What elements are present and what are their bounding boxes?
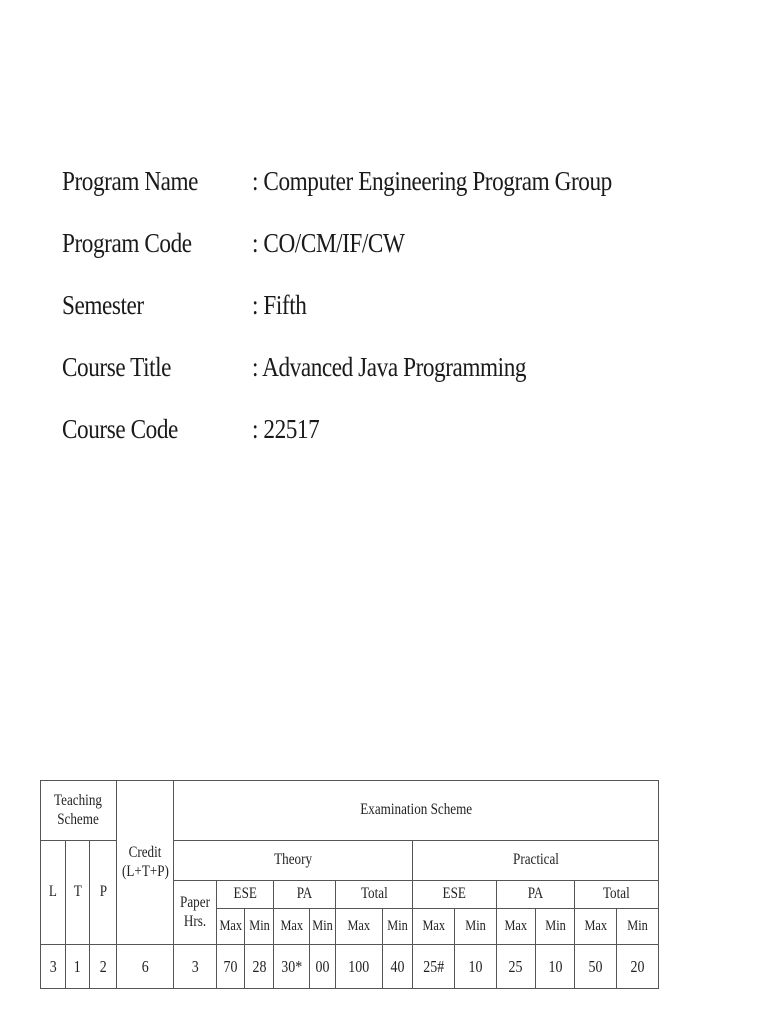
practical-total-min-header: Min xyxy=(617,909,659,945)
p-header: P xyxy=(90,841,117,945)
practical-ese-max-value: 25# xyxy=(412,945,454,989)
program-name-value: : Computer Engineering Program Group xyxy=(252,165,612,196)
paper-hrs-value: 3 xyxy=(173,945,216,989)
course-title-label: Course Title xyxy=(62,351,172,382)
program-name-row xyxy=(62,150,670,212)
semester-label: Semester xyxy=(62,289,144,320)
theory-pa-min-header: Min xyxy=(309,909,335,945)
l-header: L xyxy=(41,841,66,945)
course-code-value: : 22517 xyxy=(252,413,320,444)
practical-pa-max-value: 25 xyxy=(496,945,535,989)
p-value: 2 xyxy=(90,945,117,989)
theory-ese-max-value: 70 xyxy=(216,945,245,989)
credit-value: 6 xyxy=(116,945,173,989)
semester-row xyxy=(62,274,670,336)
theory-total-header: Total xyxy=(335,881,412,909)
theory-ese-min-value: 28 xyxy=(245,945,274,989)
theory-total-min-value: 40 xyxy=(383,945,413,989)
practical-ese-min-header: Min xyxy=(454,909,496,945)
program-code-row xyxy=(62,212,670,274)
paper-hrs-header: Paper Hrs. xyxy=(173,881,216,945)
theory-pa-max-header: Max xyxy=(274,909,309,945)
theory-pa-min-value: 00 xyxy=(309,945,335,989)
theory-ese-header: ESE xyxy=(216,881,273,909)
examination-scheme-header: Examination Scheme xyxy=(173,781,658,841)
l-value: 3 xyxy=(41,945,66,989)
program-name-label: Program Name xyxy=(62,165,199,196)
course-title-value: : Advanced Java Programming xyxy=(252,351,527,382)
program-info xyxy=(62,150,670,460)
program-code-label: Program Code xyxy=(62,227,192,258)
theory-pa-header: PA xyxy=(274,881,336,909)
practical-pa-min-header: Min xyxy=(536,909,575,945)
theory-total-min-header: Min xyxy=(383,909,413,945)
practical-pa-header: PA xyxy=(496,881,574,909)
practical-total-max-header: Max xyxy=(575,909,617,945)
program-code-value: : CO/CM/IF/CW xyxy=(252,227,405,258)
course-code-label: Course Code xyxy=(62,413,178,444)
theory-ese-min-header: Min xyxy=(245,909,274,945)
scheme-table xyxy=(40,780,659,989)
practical-total-header: Total xyxy=(575,881,659,909)
semester-value: : Fifth xyxy=(252,289,307,320)
course-title-row xyxy=(62,336,670,398)
practical-pa-min-value: 10 xyxy=(536,945,575,989)
course-code-row xyxy=(62,398,670,460)
practical-ese-max-header: Max xyxy=(412,909,454,945)
theory-total-max-header: Max xyxy=(335,909,383,945)
t-header: T xyxy=(65,841,90,945)
practical-total-max-value: 50 xyxy=(575,945,617,989)
teaching-scheme-header: Teaching Scheme xyxy=(41,781,117,841)
practical-header: Practical xyxy=(412,841,658,881)
t-value: 1 xyxy=(65,945,90,989)
theory-header: Theory xyxy=(173,841,412,881)
theory-ese-max-header: Max xyxy=(216,909,245,945)
credit-header: Credit (L+T+P) xyxy=(116,781,173,945)
theory-total-max-value: 100 xyxy=(335,945,383,989)
practical-pa-max-header: Max xyxy=(496,909,535,945)
practical-ese-header: ESE xyxy=(412,881,496,909)
theory-pa-max-value: 30* xyxy=(274,945,309,989)
practical-total-min-value: 20 xyxy=(617,945,659,989)
practical-ese-min-value: 10 xyxy=(454,945,496,989)
